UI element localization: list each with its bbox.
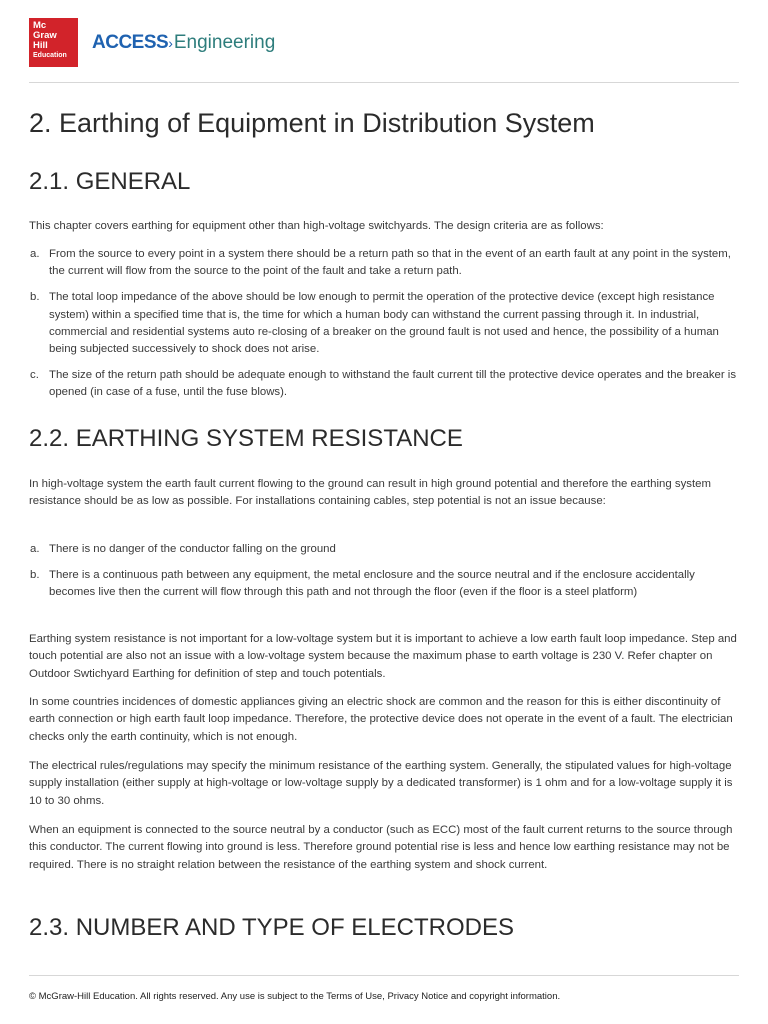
page-title: 2. Earthing of Equipment in Distribution System [29, 108, 595, 138]
copyright-notice: © McGraw-Hill Education. All rights reserved. Any use is subject to the Terms of Use, Privacy Notice and copyright information. [29, 991, 561, 1002]
page-footer [29, 975, 739, 1002]
page-header [29, 18, 739, 83]
step-potential-reasons-list [29, 541, 741, 610]
list-item: b. The total loop impedance of the above should be low enough to permit the operation of the protective device (except high resistance system) within a specified time that is, the time for which a human body can withstand the current passing through it. In industrial, commercial and residential systems auto re-closing of a breaker on the ground fault is not used and hence, the possibility of a human being subjected successively to shock does not arise. [30, 291, 719, 356]
arrow-icon: › [168, 35, 173, 51]
list-item: b. There is a continuous path between any equipment, the metal enclosure and the source neutral and if the enclosure accidentally becomes live then the current will flow through this path and not through the floor (even if the floor is a steel platform) [30, 568, 695, 599]
access-engineering-logo[interactable]: ACCESS›Engineering [92, 32, 276, 53]
body-paragraph: In some countries incidences of domestic appliances giving an electric shock are common and the reason for this is either discontinuity of earth connection or high earth fault loop impedance. Therefore, the protective device does not operate in the event of a fault. The electrician checks only the earth continuity, which is not enough. [29, 696, 733, 743]
body-paragraph: Earthing system resistance is not important for a low-voltage system but it is important to achieve a low earth fault loop impedance. Step and touch potential are also not an issue with a low-voltage system because the maximum phase to earth voltage is 230 V. Refer chapter on Outdoor Swtichyard Earthing for definition of step and touch potentials. [29, 633, 737, 680]
section-heading-general: 2.1. GENERAL [29, 168, 191, 195]
mcgraw-hill-logo[interactable]: Mc Graw Hill Education [29, 18, 78, 67]
list-item: a. There is no danger of the conductor falling on the ground [30, 543, 336, 555]
resistance-intro: In high-voltage system the earth fault current flowing to the ground can result in high ground potential and therefore the earthing system resistance should be as low as possible. For installations containing cables, step potential is not an issue because: [29, 478, 711, 508]
body-paragraph: When an equipment is connected to the source neutral by a conductor (such as ECC) most of the fault current returns to the source through this conductor. The current flowing into ground is less. Therefore ground potential rise is less and hence low earthing resistance may not be required. There is no straight relation between the resistance of the earthing system and shock current. [29, 824, 733, 871]
list-item: c. The size of the return path should be adequate enough to withstand the fault current till the protective device operates and the breaker is opened (in case of a fuse, until the fuse blows). [30, 369, 737, 399]
section-heading-electrodes: 2.3. NUMBER AND TYPE OF ELECTRODES [29, 914, 515, 941]
general-criteria-list [29, 246, 741, 410]
list-item: a. From the source to every point in a system there should be a return path so that in the event of an earth fault at any point in the system, the current will flow from the source to the point of the fault and take a return path. [30, 248, 731, 278]
general-intro: This chapter covers earthing for equipment other than high-voltage switchyards. The design criteria are as follows: [29, 220, 604, 232]
section-heading-earthing-resistance: 2.2. EARTHING SYSTEM RESISTANCE [29, 425, 463, 452]
body-paragraph: The electrical rules/regulations may specify the minimum resistance of the earthing system. Generally, the stipulated values for high-voltage supply installation (either supply at high-voltage or low-voltage supply by a dedicated transformer) is 1 ohm and for a low-voltage supply it is 10 to 30 ohms. [29, 760, 733, 807]
